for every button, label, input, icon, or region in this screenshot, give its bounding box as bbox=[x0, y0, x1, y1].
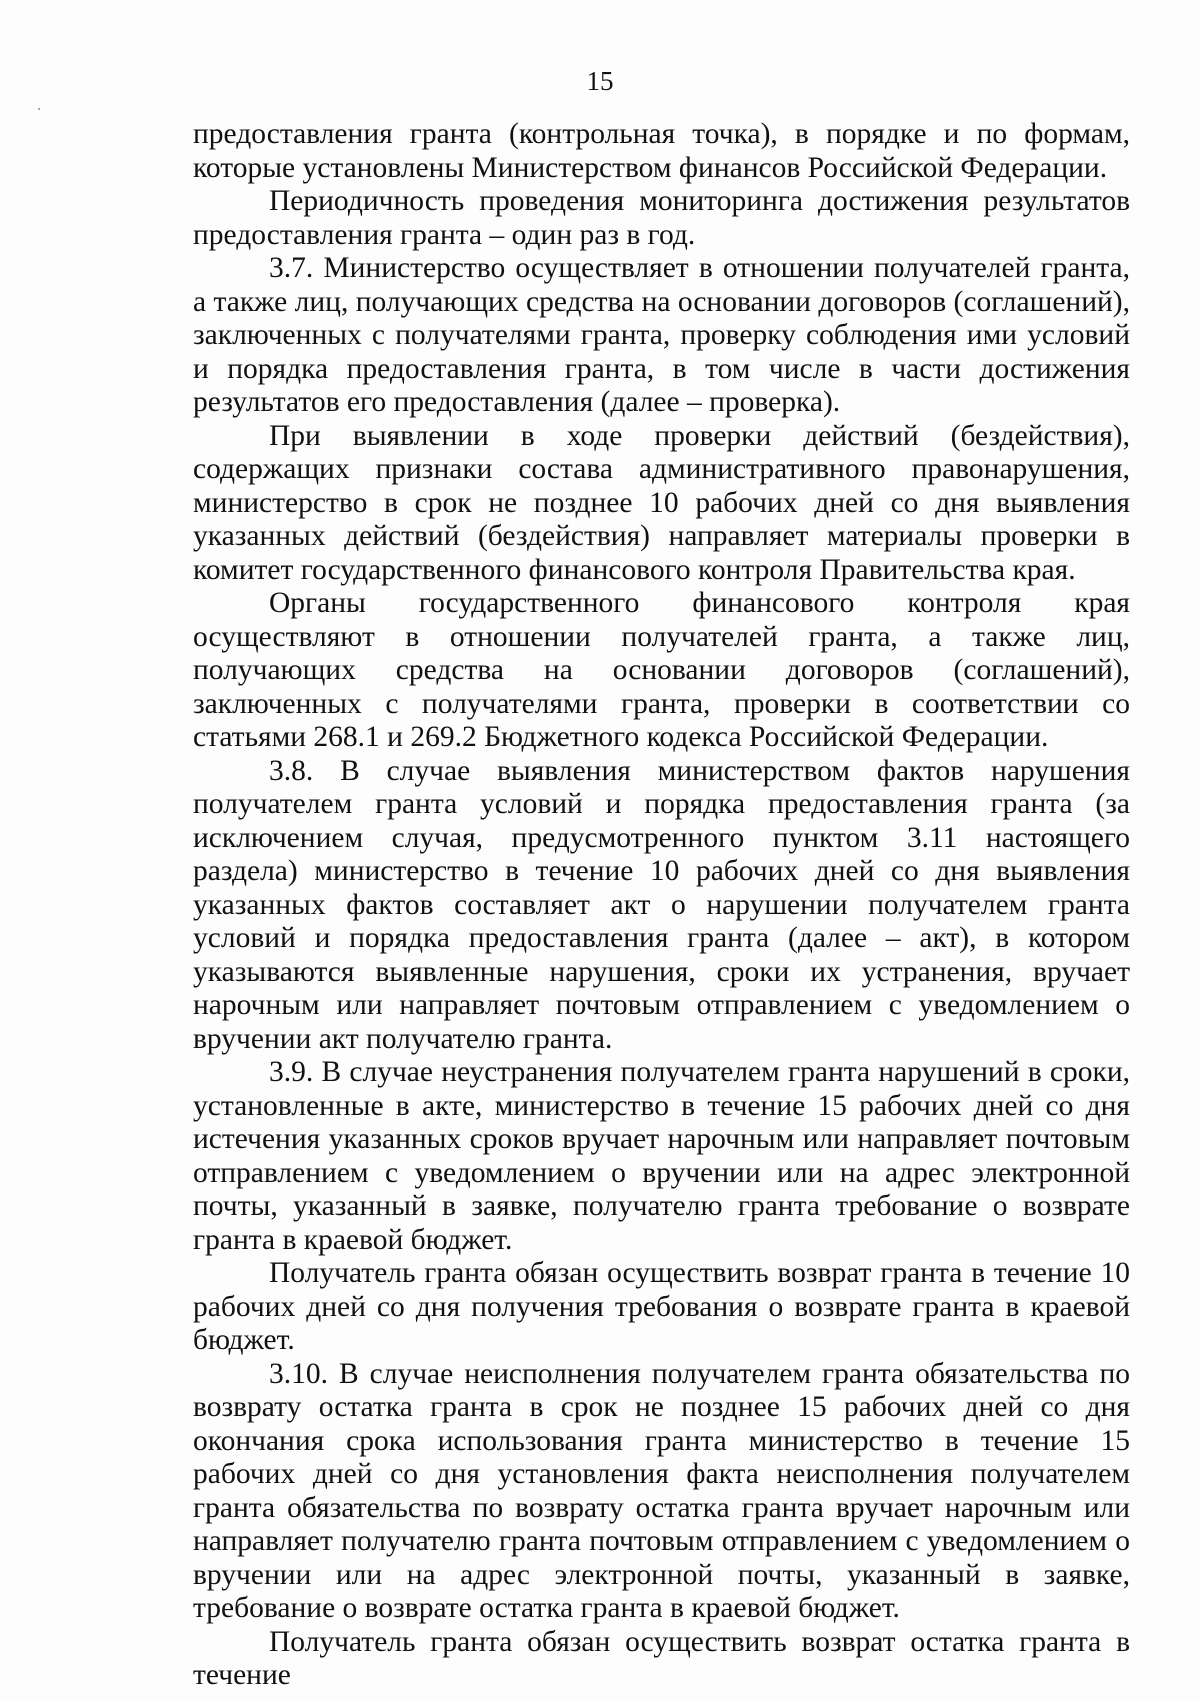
paragraph-continued: Получатель гранта обязан осуществить возврат остатка гранта в течение bbox=[193, 1625, 1130, 1691]
paragraph-section-3-9: 3.9. В случае неустранения получателем гранта нарушений в сроки, установленные в акте, министерство в течение 15 рабочих дней со дня истечения указанных сроков вручает нарочным или направляет почтовым отправлением с уведомлением о вручении или на адрес электронной почты, указанный в заявке, получателю гранта требование о возврате гранта в краевой бюджет. bbox=[193, 1056, 1130, 1256]
paragraph-section-3-10: 3.10. В случае неисполнения получателем гранта обязательства по возврату остатка гранта в срок не позднее 15 рабочих дней со дня окончания срока использования гранта министерство в течение 15 рабочих дней со дня установления факта неисполнения получателем гранта обязательства по возврату остатка гранта вручает нарочным или направляет получателю гранта почтовым отправлением с уведомлением о вручении или на адрес электронной почты, указанный в заявке, требование о возврате остатка гранта в краевой бюджет. bbox=[193, 1357, 1130, 1624]
paragraph-section-3-7: 3.7. Министерство осуществляет в отношении получателей гранта, а также лиц, получающих средства на основании договоров (соглашений), заключенных с получателями гранта, проверку соблюдения ими условий и порядка предоставления гранта, в том числе в части достижения результатов его предоставления (далее – проверка). bbox=[193, 252, 1130, 418]
scan-speck bbox=[38, 108, 40, 110]
paragraph: Периодичность проведения мониторинга достижения результатов предоставления гранта – один раз в год. bbox=[193, 185, 1130, 251]
paragraph: При выявлении в ходе проверки действий (бездействия), содержащих признаки состава административного правонарушения, министерство в срок не позднее 10 рабочих дней со дня выявления указанных действий (бездействия) направляет материалы проверки в комитет государственного финансового контроля Правительства края. bbox=[193, 419, 1130, 586]
paragraph: Получатель гранта обязан осуществить возврат гранта в течение 10 рабочих дней со дня получения требования о возврате гранта в краевой бюджет. bbox=[193, 1257, 1130, 1356]
paragraph: предоставления гранта (контрольная точка), в порядке и по формам, которые установлены Министерством финансов Российской Федерации. bbox=[193, 118, 1130, 184]
paragraph-section-3-8: 3.8. В случае выявления министерством фактов нарушения получателем гранта условий и порядка предоставления гранта (за исключением случая, предусмотренного пунктом 3.11 настоящего раздела) министерство в течение 10 рабочих дней со дня выявления указанных фактов составляет акт о нарушении получателем гранта условий и порядка предоставления гранта (далее – акт), в котором указываются выявленные нарушения, сроки их устранения, вручает нарочным или направляет почтовым отправлением с уведомлением о вручении акт получателю гранта. bbox=[193, 754, 1130, 1055]
document-body bbox=[193, 118, 1130, 1693]
paragraph: Органы государственного финансового контроля края осуществляют в отношении получателей гранта, а также лиц, получающих средства на основании договоров (соглашений), заключенных с получателями гранта, проверки в соответствии со статьями 268.1 и 269.2 Бюджетного кодекса Российской Федерации. bbox=[193, 587, 1130, 753]
page-number: 15 bbox=[586, 66, 614, 96]
